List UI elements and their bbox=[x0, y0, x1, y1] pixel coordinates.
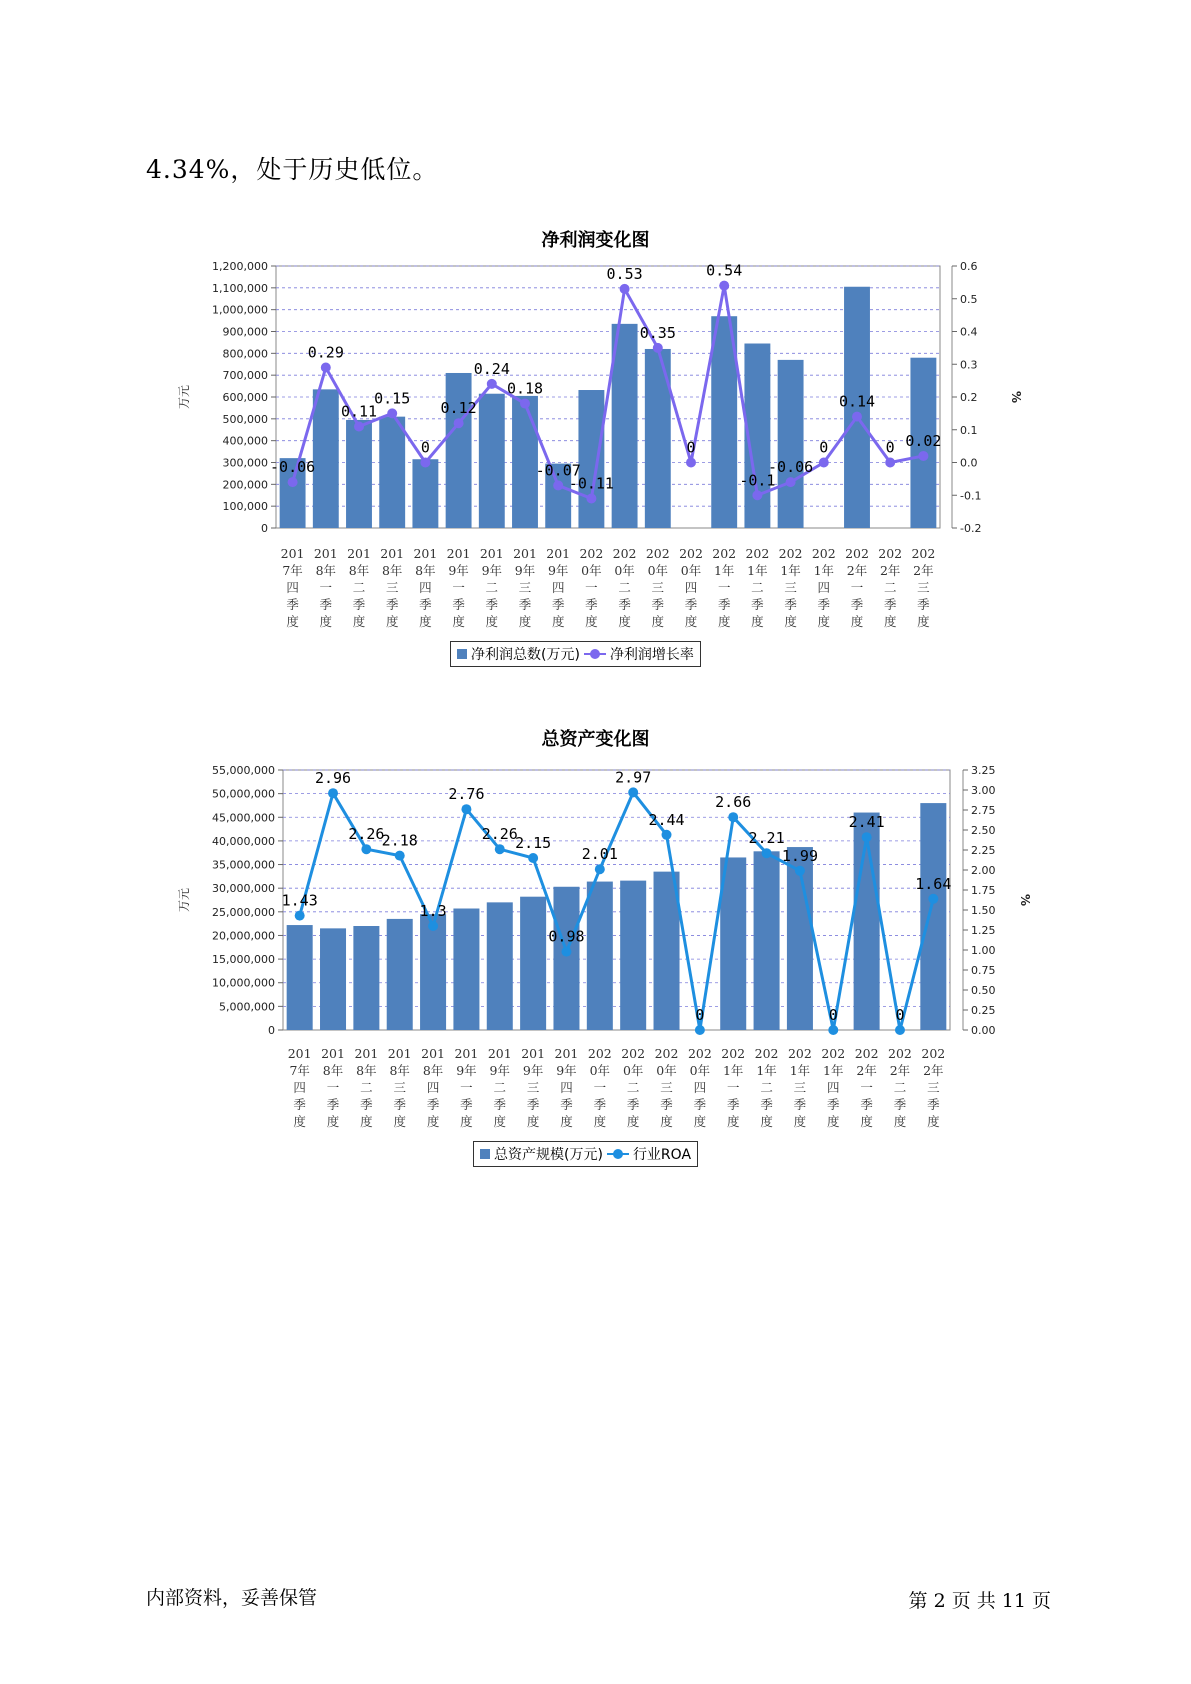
data-label: 2.44 bbox=[648, 810, 685, 829]
x-tick-label: 201 8年二季度 bbox=[347, 546, 371, 629]
x-tick-label: 202 0年二季度 bbox=[621, 1046, 646, 1129]
x-tick-label: 202 0年一季度 bbox=[587, 1046, 612, 1129]
y-tick-label: 100,000 bbox=[222, 500, 268, 514]
y-tick-label: 50,000,000 bbox=[212, 787, 275, 801]
data-label: 0 bbox=[695, 1006, 705, 1024]
line-point bbox=[918, 451, 928, 461]
line-point bbox=[752, 490, 762, 500]
x-tick-label: 201 8年一季度 bbox=[321, 1046, 345, 1129]
legend-line-swatch bbox=[584, 649, 606, 659]
data-label: 0 bbox=[686, 438, 696, 457]
line-point bbox=[295, 911, 305, 921]
y-tick-label: 0 bbox=[261, 522, 268, 535]
y-tick-label: 1,100,000 bbox=[212, 281, 268, 295]
data-label: 2.66 bbox=[715, 793, 752, 812]
y-tick-label: 55,000,000 bbox=[212, 764, 275, 777]
x-tick-label: 201 9年二季度 bbox=[479, 546, 504, 629]
line-point bbox=[695, 1025, 705, 1035]
x-tick-label: 202 0年四季度 bbox=[679, 546, 703, 629]
y2-tick-label: 0.1 bbox=[960, 423, 978, 437]
x-tick-label: 202 2年三季度 bbox=[921, 1046, 946, 1129]
line-point bbox=[628, 787, 638, 797]
data-label: 1.3 bbox=[419, 902, 447, 920]
line-point bbox=[786, 477, 796, 487]
x-tick-label: 202 1年二季度 bbox=[745, 546, 770, 629]
data-label: 1.64 bbox=[915, 874, 952, 893]
x-tick-label: 202 1年三季度 bbox=[787, 1046, 812, 1129]
data-label: -0.06 bbox=[270, 458, 316, 477]
x-tick-label: 202 1年一季度 bbox=[721, 1046, 746, 1129]
x-tick-label: 202 0年一季度 bbox=[579, 546, 604, 629]
y-tick-label: 25,000,000 bbox=[212, 905, 275, 919]
bar bbox=[920, 803, 946, 1030]
line-point bbox=[354, 421, 364, 431]
y2-tick-label: 0.6 bbox=[960, 260, 978, 273]
line-point bbox=[885, 458, 895, 468]
y2-tick-label: 0.2 bbox=[960, 391, 978, 404]
data-label: 0 bbox=[828, 1006, 838, 1024]
y2-tick-label: 0.25 bbox=[971, 1004, 996, 1017]
bar bbox=[587, 882, 613, 1030]
y2-tick-label: 2.75 bbox=[971, 804, 996, 817]
y-tick-label: 700,000 bbox=[222, 369, 268, 383]
y-tick-label: 600,000 bbox=[222, 391, 268, 404]
data-label: 1.99 bbox=[781, 846, 818, 865]
bar bbox=[754, 851, 780, 1030]
data-label: -0.07 bbox=[535, 461, 581, 480]
line-point bbox=[553, 480, 563, 490]
bar bbox=[487, 902, 513, 1030]
y2-tick-label: 1.75 bbox=[971, 884, 996, 897]
y-tick-label: 800,000 bbox=[222, 347, 268, 361]
data-label: 0.18 bbox=[506, 379, 544, 398]
x-tick-label: 202 2年一季度 bbox=[854, 1046, 879, 1129]
y2-tick-label: 2.50 bbox=[971, 824, 996, 837]
bar bbox=[320, 928, 346, 1030]
data-label: 2.96 bbox=[314, 769, 352, 788]
x-tick-label: 201 9年三季度 bbox=[513, 546, 537, 629]
y-tick-label: 30,000,000 bbox=[212, 882, 275, 896]
net-profit-chart bbox=[0, 250, 1191, 670]
x-tick-label: 201 9年四季度 bbox=[554, 1046, 579, 1129]
bar bbox=[446, 373, 472, 528]
x-tick-label: 202 1年一季度 bbox=[712, 546, 737, 629]
data-label: 2.26 bbox=[348, 825, 385, 844]
line-point bbox=[361, 844, 371, 854]
data-label: 0.24 bbox=[473, 359, 510, 378]
x-tick-label: 201 8年二季度 bbox=[354, 1046, 379, 1129]
footer-page-number: 第 2 页 共 11 页 bbox=[908, 1590, 1051, 1612]
y-tick-label: 5,000,000 bbox=[219, 1000, 275, 1014]
line-point bbox=[928, 894, 938, 904]
data-label: 0 bbox=[885, 438, 895, 457]
line-point bbox=[795, 866, 805, 876]
data-label: 2.21 bbox=[748, 829, 785, 848]
bar bbox=[387, 919, 413, 1030]
bar bbox=[479, 394, 505, 528]
line-point bbox=[852, 412, 862, 422]
x-tick-label: 201 9年一季度 bbox=[446, 546, 471, 629]
x-tick-label: 201 8年四季度 bbox=[421, 1046, 446, 1129]
line-point bbox=[561, 947, 571, 957]
footer-confidential-note: 内部资料，妥善保管 bbox=[146, 1587, 318, 1609]
data-label: 2.26 bbox=[481, 825, 518, 844]
line-point bbox=[520, 399, 530, 409]
bar bbox=[287, 925, 313, 1030]
line-point bbox=[454, 418, 464, 428]
y2-tick-label: -0.1 bbox=[960, 489, 982, 503]
line-point bbox=[728, 812, 738, 822]
line-point bbox=[586, 494, 596, 504]
x-tick-label: 201 9年三季度 bbox=[521, 1046, 546, 1129]
y-tick-label: 0 bbox=[268, 1024, 275, 1037]
data-label: 0.98 bbox=[548, 927, 585, 946]
line-point bbox=[428, 921, 438, 931]
line-point bbox=[321, 363, 331, 373]
y2-tick-label: 0.75 bbox=[971, 964, 996, 977]
y2-tick-label: 2.00 bbox=[971, 864, 996, 877]
bar bbox=[520, 897, 546, 1030]
line-point bbox=[595, 864, 605, 874]
x-tick-label: 201 8年四季度 bbox=[413, 546, 438, 629]
x-tick-label: 202 1年四季度 bbox=[821, 1046, 846, 1129]
y-tick-label: 1,000,000 bbox=[212, 303, 268, 317]
y2-tick-label: 1.50 bbox=[971, 904, 996, 917]
data-label: 0 bbox=[819, 438, 829, 457]
legend-line-label: 行业ROA bbox=[632, 1147, 692, 1163]
data-label: -0.11 bbox=[568, 474, 614, 493]
line-point bbox=[528, 853, 538, 863]
y-tick-label: 20,000,000 bbox=[212, 929, 275, 943]
y2-tick-label: 0.5 bbox=[960, 292, 978, 306]
line-point bbox=[420, 458, 430, 468]
x-tick-label: 201 7年四季度 bbox=[280, 546, 305, 629]
data-label: 0.14 bbox=[838, 392, 876, 411]
y-tick-label: 10,000,000 bbox=[212, 976, 275, 990]
line-point bbox=[328, 788, 338, 798]
y-axis-title: 万元 bbox=[177, 887, 191, 913]
y2-tick-label: 1.00 bbox=[971, 944, 996, 957]
legend-bar-swatch bbox=[480, 1149, 490, 1159]
data-label: 2.41 bbox=[848, 813, 885, 832]
line-point bbox=[895, 1025, 905, 1035]
bar bbox=[512, 396, 538, 528]
y2-tick-label: 3.00 bbox=[971, 784, 996, 797]
legend-bar-swatch bbox=[457, 649, 467, 659]
legend-bar-label: 总资产规模(万元) bbox=[494, 1147, 603, 1163]
data-label: 0.53 bbox=[606, 264, 643, 283]
y2-tick-label: 0.00 bbox=[971, 1024, 996, 1037]
x-tick-label: 201 8年三季度 bbox=[380, 546, 405, 629]
x-tick-label: 201 9年二季度 bbox=[487, 1046, 512, 1129]
data-label: 0.02 bbox=[905, 431, 942, 450]
line-point bbox=[461, 804, 471, 814]
y2-tick-label: 2.25 bbox=[971, 844, 996, 857]
x-tick-label: 202 0年三季度 bbox=[654, 1046, 679, 1129]
line-point bbox=[828, 1025, 838, 1035]
data-label: 0.15 bbox=[374, 389, 411, 408]
x-tick-label: 201 9年四季度 bbox=[546, 546, 571, 629]
y2-axis-title: % bbox=[1009, 390, 1023, 404]
bar bbox=[453, 909, 479, 1030]
y2-tick-label: -0.2 bbox=[960, 522, 982, 535]
data-label: 0.54 bbox=[706, 261, 743, 280]
y-tick-label: 35,000,000 bbox=[212, 858, 275, 872]
line-point bbox=[495, 844, 505, 854]
bar bbox=[620, 881, 646, 1030]
data-label: 1.43 bbox=[281, 891, 318, 910]
legend-bar-label: 净利润总数(万元) bbox=[471, 647, 580, 663]
y-tick-label: 500,000 bbox=[222, 412, 268, 426]
chart2-legend bbox=[473, 1141, 698, 1167]
x-tick-label: 202 0年四季度 bbox=[687, 1046, 712, 1129]
chart1-legend bbox=[450, 641, 701, 667]
line-point bbox=[653, 343, 663, 353]
x-tick-label: 202 1年二季度 bbox=[754, 1046, 779, 1129]
x-tick-label: 202 2年二季度 bbox=[878, 546, 903, 629]
data-label: -0.06 bbox=[768, 458, 814, 477]
line-point bbox=[387, 408, 397, 418]
data-label: 2.01 bbox=[581, 845, 618, 864]
x-tick-label: 202 1年四季度 bbox=[811, 546, 836, 629]
x-tick-label: 201 7年四季度 bbox=[287, 1046, 312, 1129]
intro-paragraph: 4.34%，处于历史低位。 bbox=[146, 155, 439, 184]
data-label: 2.15 bbox=[515, 834, 552, 852]
chart2-title: 总资产变化图 bbox=[541, 729, 650, 750]
line-point bbox=[686, 458, 696, 468]
data-label: 2.18 bbox=[381, 831, 418, 850]
x-tick-label: 202 0年二季度 bbox=[612, 546, 637, 629]
x-tick-label: 201 9年一季度 bbox=[454, 1046, 479, 1129]
bar bbox=[553, 887, 579, 1030]
data-label: 0.29 bbox=[307, 343, 344, 362]
line-point bbox=[719, 281, 729, 291]
y2-tick-label: 0.0 bbox=[960, 456, 978, 470]
x-tick-label: 202 2年二季度 bbox=[888, 1046, 912, 1129]
line-point bbox=[862, 832, 872, 842]
data-label: 2.76 bbox=[448, 785, 485, 804]
data-label: 0.12 bbox=[440, 399, 477, 418]
data-label: -0.1 bbox=[739, 471, 776, 490]
total-assets-chart bbox=[0, 750, 1191, 1170]
bar bbox=[420, 914, 446, 1030]
y2-axis-title: % bbox=[1018, 893, 1032, 907]
y-axis-title: 万元 bbox=[177, 384, 191, 410]
x-tick-label: 202 2年一季度 bbox=[845, 546, 869, 629]
bar bbox=[578, 390, 604, 528]
data-label: 0 bbox=[895, 1006, 905, 1024]
data-label: 0 bbox=[420, 438, 430, 457]
bar bbox=[778, 360, 804, 528]
data-label: 0.35 bbox=[639, 323, 676, 342]
y-tick-label: 300,000 bbox=[222, 456, 268, 470]
bar bbox=[346, 420, 372, 528]
bar bbox=[412, 459, 438, 528]
y-tick-label: 1,200,000 bbox=[212, 260, 268, 273]
x-tick-label: 202 0年三季度 bbox=[645, 546, 670, 629]
y-tick-label: 400,000 bbox=[222, 434, 268, 448]
bar bbox=[353, 926, 379, 1030]
y2-tick-label: 0.3 bbox=[960, 358, 978, 372]
line-point bbox=[620, 284, 630, 294]
bar bbox=[313, 389, 339, 528]
data-label: 0.11 bbox=[340, 402, 378, 421]
x-tick-label: 202 2年三季度 bbox=[911, 546, 936, 629]
chart1-title: 净利润变化图 bbox=[541, 230, 650, 251]
y-tick-label: 900,000 bbox=[222, 325, 268, 339]
y-tick-label: 15,000,000 bbox=[212, 953, 275, 967]
line-point bbox=[819, 458, 829, 468]
legend-line-swatch bbox=[607, 1149, 629, 1159]
x-tick-label: 201 8年一季度 bbox=[313, 546, 338, 629]
y2-tick-label: 1.25 bbox=[971, 924, 996, 937]
line-point bbox=[762, 848, 772, 858]
bar bbox=[379, 417, 405, 528]
line-point bbox=[487, 379, 497, 389]
line-point bbox=[395, 851, 405, 861]
y2-tick-label: 0.50 bbox=[971, 984, 996, 997]
y-tick-label: 45,000,000 bbox=[212, 811, 275, 825]
x-tick-label: 201 8年三季度 bbox=[387, 1046, 412, 1129]
y2-tick-label: 3.25 bbox=[971, 764, 996, 777]
y-tick-label: 200,000 bbox=[222, 478, 268, 492]
data-label: 2.97 bbox=[615, 768, 652, 787]
plot-area bbox=[283, 770, 950, 1030]
x-tick-label: 202 1年三季度 bbox=[778, 546, 803, 629]
legend-line-label: 净利润增长率 bbox=[609, 647, 694, 663]
line-point bbox=[288, 477, 298, 487]
y2-tick-label: 0.4 bbox=[960, 325, 978, 339]
line-point bbox=[662, 830, 672, 840]
y-tick-label: 40,000,000 bbox=[212, 834, 275, 848]
